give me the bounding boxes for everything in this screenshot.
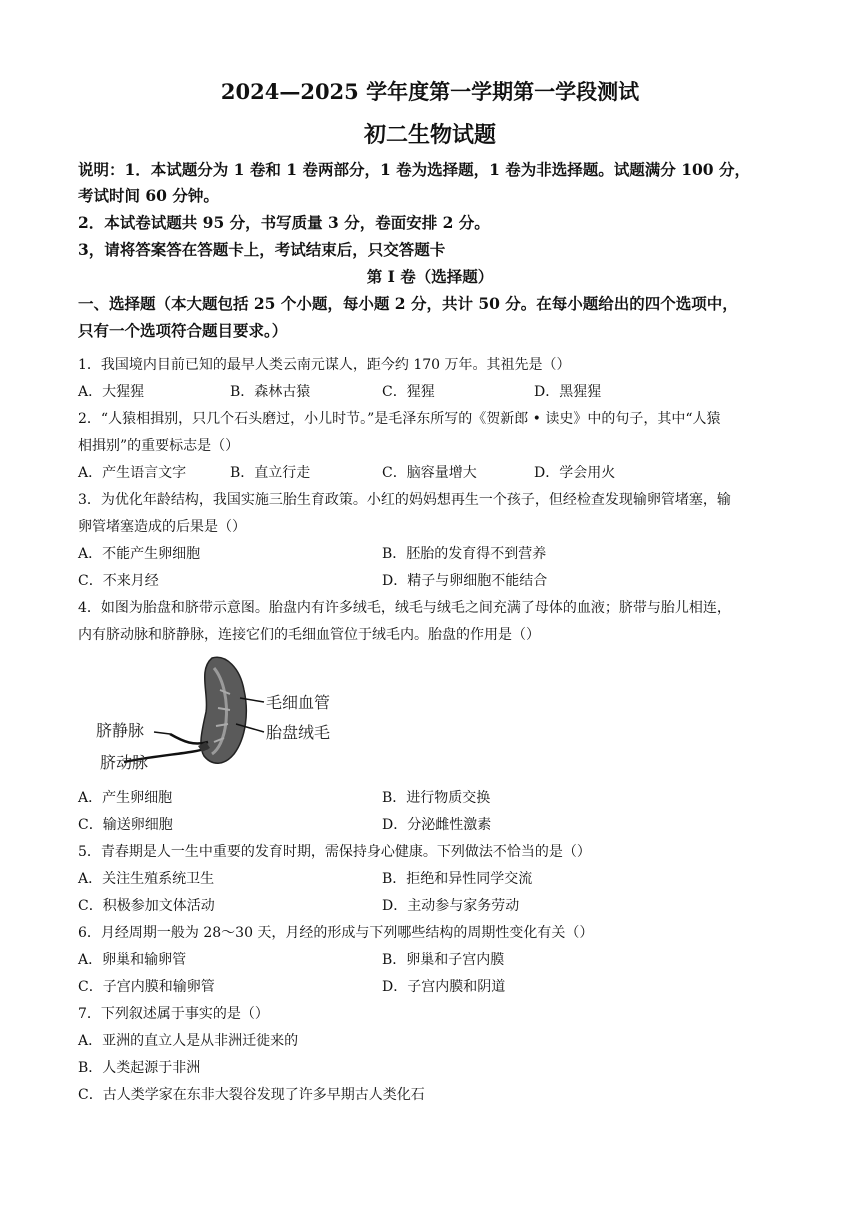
question-6-stem: 6．月经周期一般为 28～30 天，月经的形成与下列哪些结构的周期性变化有关（） <box>78 925 594 941</box>
exam-subtitle: 初二生物试题 <box>363 122 496 148</box>
question-4-stem-line-1: 4．如图为胎盘和脐带示意图。胎盘内有许多绒毛，绒毛与绒毛之间充满了母体的血液；脐带与胎儿相连， <box>78 600 731 616</box>
question-2-stem-line-1: 2．“人猿相揖别，只几个石头磨过，小儿时节。”是毛泽东所写的《贺新郎 • 读史》中的句子，其中“人猿 <box>78 411 721 427</box>
vein-leader-line <box>154 732 170 734</box>
question-3-option-b: B．胚胎的发育得不到营养 <box>382 546 547 562</box>
placental-villus-label: 胎盘绒毛 <box>266 723 331 742</box>
question-3-option-c: C．不来月经 <box>78 573 159 589</box>
placenta-umbilical-cord-diagram <box>94 650 344 775</box>
note-line-2: 考试时间 60 分钟。 <box>78 186 219 205</box>
section-heading-line-1: 一、选择题（本大题包括 25 个小题，每小题 2 分，共计 50 分。在每小题给出的四个选项中， <box>78 294 738 313</box>
question-3-stem-line-1: 3．为优化年龄结构，我国实施三胎生育政策。小红的妈妈想再生一个孩子，但经检查发现输卵管堵塞，输 <box>78 492 731 508</box>
question-3-option-d: D．精子与卵细胞不能结合 <box>382 573 548 589</box>
question-4-option-c: C．输送卵细胞 <box>78 817 173 833</box>
question-5-option-a: A．关注生殖系统卫生 <box>78 871 215 887</box>
question-2-option-b: B．直立行走 <box>230 465 311 481</box>
question-1-stem: 1．我国境内目前已知的最早人类云南元谋人，距今约 170 万年。其祖先是（） <box>78 357 571 373</box>
umbilical-vein-label: 脐静脉 <box>96 721 145 740</box>
question-2-option-d: D．学会用火 <box>534 465 616 481</box>
volume-heading: 第 I 卷（选择题） <box>366 267 494 286</box>
question-2-option-a: A．产生语言文字 <box>78 465 187 481</box>
question-4-option-d: D．分泌雌性激素 <box>382 817 492 833</box>
question-6-option-c: C．子宫内膜和输卵管 <box>78 979 215 995</box>
exam-title: 2024—2025 学年度第一学期第一学段测试 <box>220 79 640 104</box>
question-1-option-d: D．黑猩猩 <box>534 384 602 400</box>
note-line-4: 3，请将答案答在答题卡上，考试结束后，只交答题卡 <box>78 240 446 259</box>
question-5-option-b: B．拒绝和异性同学交流 <box>382 871 533 887</box>
question-3-option-a: A．不能产生卵细胞 <box>78 546 201 562</box>
question-7-option-b: B．人类起源于非洲 <box>78 1060 201 1076</box>
question-6-option-a: A．卵巢和输卵管 <box>78 952 187 968</box>
question-6-option-d: D．子宫内膜和阴道 <box>382 979 506 995</box>
note-line-3: 2．本试卷试题共 95 分，书写质量 3 分，卷面安排 2 分。 <box>78 213 490 232</box>
question-4-option-b: B．进行物质交换 <box>382 790 491 806</box>
question-3-stem-line-2: 卵管堵塞造成的后果是（） <box>78 519 246 535</box>
question-4-option-a: A．产生卵细胞 <box>78 790 173 806</box>
question-1-option-a: A．大猩猩 <box>78 384 145 400</box>
question-1-option-b: B．森林古猿 <box>230 384 311 400</box>
question-2-option-c: C．脑容量增大 <box>382 465 477 481</box>
capillary-label: 毛细血管 <box>266 693 331 712</box>
question-7-option-a: A．亚洲的直立人是从非洲迁徙来的 <box>78 1033 299 1049</box>
question-1-option-c: C．猩猩 <box>382 384 435 400</box>
question-5-option-c: C．积极参加文体活动 <box>78 898 215 914</box>
question-7-stem: 7．下列叙述属于事实的是（） <box>78 1006 269 1022</box>
placenta-diagram-svg <box>94 650 344 775</box>
question-2-stem-line-2: 相揖别”的重要标志是（） <box>78 438 240 454</box>
section-heading-line-2: 只有一个选项符合题目要求。） <box>78 321 288 340</box>
question-7-option-c: C．古人类学家在东非大裂谷发现了许多早期古人类化石 <box>78 1087 425 1103</box>
question-4-stem-line-2: 内有脐动脉和脐静脉，连接它们的毛细血管位于绒毛内。胎盘的作用是（） <box>78 627 540 643</box>
note-line-1: 说明：1．本试题分为 1 卷和 1 卷两部分，1 卷为选择题，1 卷为非选择题。试题满分 100 分， <box>78 160 750 179</box>
umbilical-artery-label: 脐动脉 <box>100 753 149 772</box>
question-5-stem: 5．青春期是人一生中重要的发育时期，需保持身心健康。下列做法不恰当的是（） <box>78 844 591 860</box>
question-5-option-d: D．主动参与家务劳动 <box>382 898 520 914</box>
question-6-option-b: B．卵巢和子宫内膜 <box>382 952 505 968</box>
